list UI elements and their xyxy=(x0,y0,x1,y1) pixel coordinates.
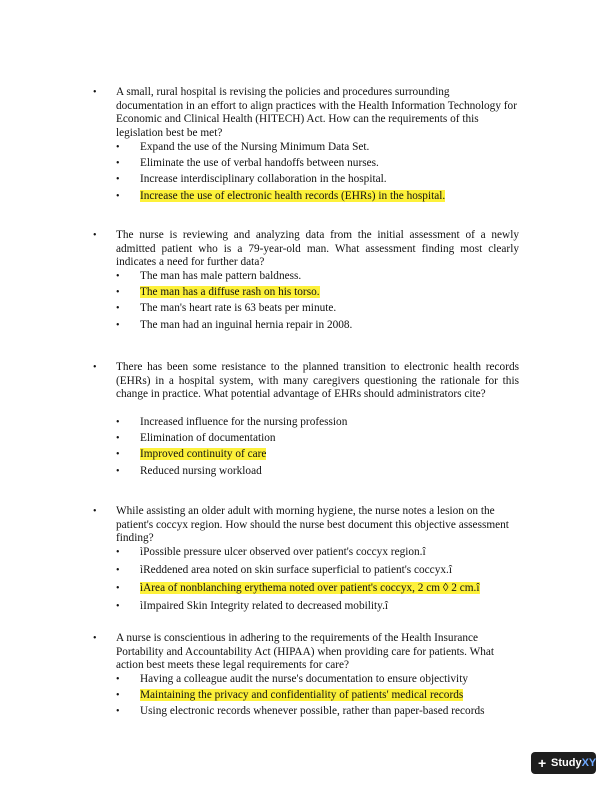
answer-option: • The man had an inguinal hernia repair in 2008. xyxy=(116,318,353,331)
answer-option-correct: • Improved continuity of care xyxy=(116,448,267,461)
answer-option-correct: • Increase the use of electronic health records (EHRs) in the hospital. xyxy=(116,189,446,202)
answer-option: • ìReddened area noted on skin surface superficial to patient's coccyx.î xyxy=(116,563,452,576)
answer-option: • Elimination of documentation xyxy=(116,432,276,445)
answer-option: • ìImpaired Skin Integrity related to decreased mobility.î xyxy=(116,599,389,612)
question-stem: While assisting an older adult with morning hygiene, the nurse notes a lesion on the patient's coccyx region. How should the nurse best document this objective assessment finding? xyxy=(116,505,509,545)
answer-options xyxy=(116,416,347,478)
question-bullet: • xyxy=(93,506,97,517)
answer-option: • Eliminate the use of verbal handoffs between nurses. xyxy=(116,157,379,170)
answer-options xyxy=(116,546,480,614)
plus-icon: + xyxy=(538,755,547,771)
highlighted-answer: ìArea of nonblanching erythema noted over patient's coccyx, 2 cm ◊ 2 cm.î xyxy=(140,581,480,594)
question-stem: The nurse is reviewing and analyzing data from the initial assessment of a newly admitted patient who is a 79-year-old man. What assessment finding most clearly indicates a need for further data? xyxy=(116,229,519,269)
question-bullet: • xyxy=(93,633,97,644)
highlighted-answer: Improved continuity of care xyxy=(140,448,267,461)
answer-options xyxy=(116,270,352,332)
question-bullet: • xyxy=(93,87,97,98)
highlighted-answer: Increase the use of electronic health records (EHRs) in the hospital. xyxy=(140,189,446,202)
answer-option: • Increase interdisciplinary collaboration in the hospital. xyxy=(116,173,387,186)
answer-option-correct: • The man has a diffuse rash on his torso. xyxy=(116,286,320,299)
question-bullet: • xyxy=(93,230,97,241)
answer-option: • Expand the use of the Nursing Minimum Data Set. xyxy=(116,141,370,153)
answer-option: • The man's heart rate is 63 beats per minute. xyxy=(116,302,337,315)
answer-options xyxy=(116,673,485,719)
question-bullet: • xyxy=(93,362,97,373)
brand-logo: StudyXY xyxy=(551,757,597,769)
answer-option: • Increased influence for the nursing profession xyxy=(116,416,348,428)
answer-option-correct: • Maintaining the privacy and confidentiality of patients' medical records xyxy=(116,689,464,702)
question-stem: There has been some resistance to the planned transition to electronic health records (EHRs) in a hospital system, with many caregivers questioning the rationale for this change in practice. What potential advantage of EHRs should administrators cite? xyxy=(116,361,519,401)
answer-options xyxy=(116,141,445,203)
answer-option: • Using electronic records whenever possible, rather than paper-based records xyxy=(116,705,485,718)
question-stem: A small, rural hospital is revising the policies and procedures surrounding documentation in an effort to align practices with the Health Information Technology for Economic and Clinical Health (HITECH) Act. How can the requirements of this legislation best be met? xyxy=(116,86,517,139)
answer-option: • The man has male pattern baldness. xyxy=(116,270,302,282)
highlighted-answer: Maintaining the privacy and confidentiality of patients' medical records xyxy=(140,689,464,702)
answer-option: • Having a colleague audit the nurse's documentation to ensure objectivity xyxy=(116,673,468,685)
answer-option-correct: • ìArea of nonblanching erythema noted over patient's coccyx, 2 cm ◊ 2 cm.î xyxy=(116,581,480,594)
answer-option: • Reduced nursing workload xyxy=(116,464,262,477)
question-stem: A nurse is conscientious in adhering to the requirements of the Health Insurance Portability and Accountability Act (HIPAA) when providing care for patients. What action best meets these legal requirements for care? xyxy=(116,632,495,672)
highlighted-answer: The man has a diffuse rash on his torso. xyxy=(140,286,320,299)
studyxy-badge[interactable] xyxy=(531,752,596,774)
answer-option: • ìPossible pressure ulcer observed over patient's coccyx region.î xyxy=(116,546,426,558)
